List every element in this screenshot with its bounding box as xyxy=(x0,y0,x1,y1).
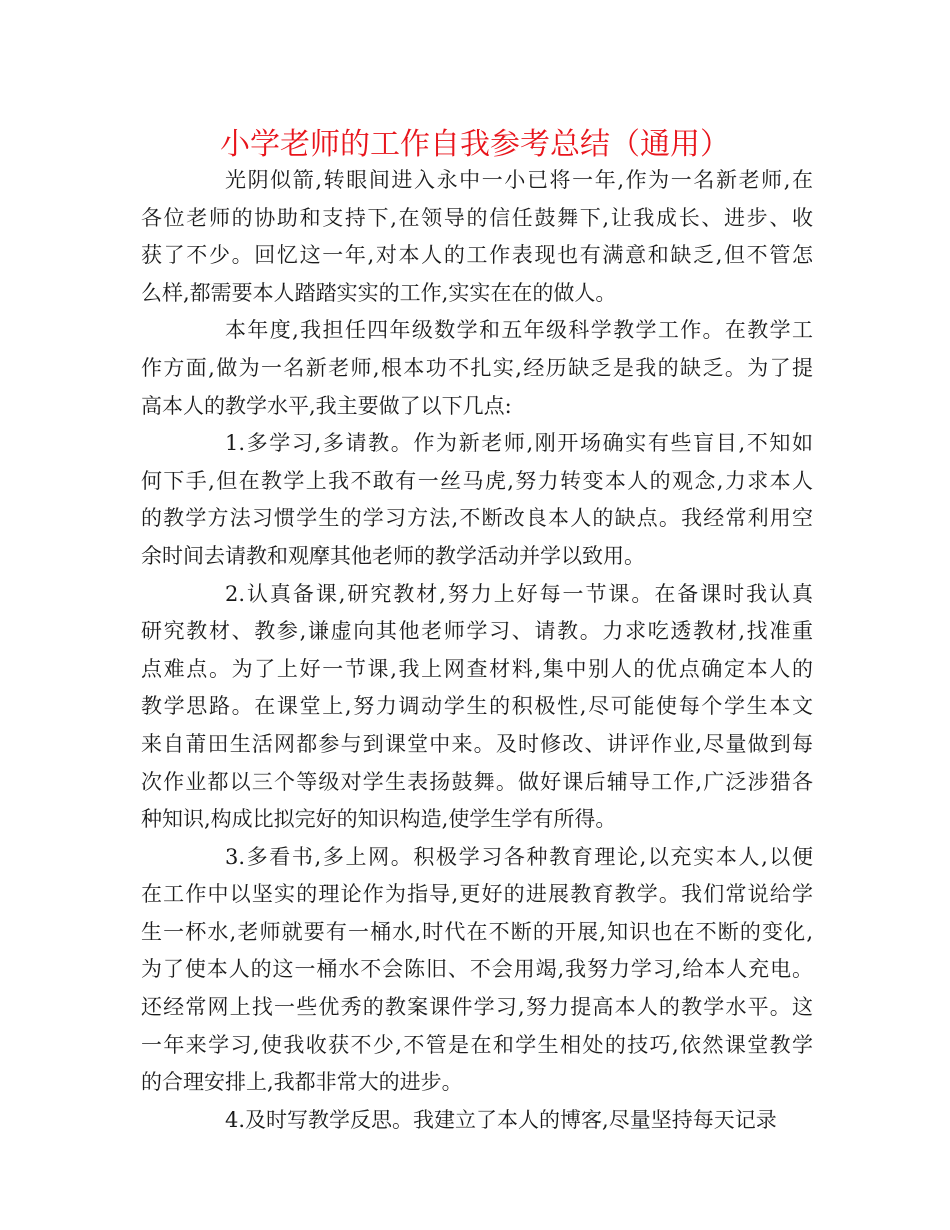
body-line: 种知识,构成比拟完好的知识构造,使学生学有所得。 xyxy=(141,807,617,832)
body-line: 4.及时写教学反思。我建立了本人的博客,尽量坚持每天记录 xyxy=(225,1107,777,1132)
document-body xyxy=(141,162,813,1139)
body-line: 3.多看书,多上网。积极学习各种教育理论,以充实本人,以便 xyxy=(225,844,813,869)
body-line: 何下手,但在教学上我不敢有一丝马虎,努力转变本人的观念,力求本人 xyxy=(141,468,813,493)
body-line: 2.认真备课,研究教材,努力上好每一节课。在备课时我认真 xyxy=(225,581,813,606)
body-line: 还经常网上找一些优秀的教案课件学习,努力提高本人的教学水平。这 xyxy=(141,995,813,1020)
body-line: 么样,都需要本人踏踏实实的工作,实实在在的做人。 xyxy=(141,280,617,305)
body-line: 生一杯水,老师就要有一桶水,时代在不断的开展,知识也在不断的变化, xyxy=(141,919,813,944)
body-line: 作方面,做为一名新老师,根本功不扎实,经历缺乏是我的缺乏。为了提 xyxy=(141,355,813,380)
body-line: 来自莆田生活网都参与到课堂中来。及时修改、讲评作业,尽量做到每 xyxy=(141,731,813,756)
body-line: 为了使本人的这一桶水不会陈旧、不会用竭,我努力学习,给本人充电。 xyxy=(141,957,813,982)
body-line: 研究教材、教参,谦虚向其他老师学习、请教。力求吃透教材,找准重 xyxy=(141,619,813,644)
body-line: 获了不少。回忆这一年,对本人的工作表现也有满意和缺乏,但不管怎 xyxy=(141,243,813,268)
body-line: 次作业都以三个等级对学生表扬鼓舞。做好课后辅导工作,广泛涉猎各 xyxy=(141,769,813,794)
body-line: 各位老师的协助和支持下,在领导的信任鼓舞下,让我成长、进步、收 xyxy=(141,205,813,230)
body-line: 的合理安排上,我都非常大的进步。 xyxy=(141,1070,463,1095)
body-line: 教学思路。在课堂上,努力调动学生的积极性,尽可能使每个学生本文 xyxy=(141,694,813,719)
document-title: 小学老师的工作自我参考总结（通用） xyxy=(220,127,730,162)
body-line: 一年来学习,使我收获不少,不管是在和学生相处的技巧,依然课堂教学 xyxy=(141,1032,813,1057)
body-line: 光阴似箭,转眼间进入永中一小已将一年,作为一名新老师,在 xyxy=(225,168,813,192)
body-line: 1.多学习,多请教。作为新老师,刚开场确实有些盲目,不知如 xyxy=(225,431,813,456)
body-line: 点难点。为了上好一节课,我上网查材料,集中别人的优点确定本人的 xyxy=(141,656,813,681)
body-line: 的教学方法习惯学生的学习方法,不断改良本人的缺点。我经常利用空 xyxy=(141,506,813,531)
body-line: 本年度,我担任四年级数学和五年级科学教学工作。在教学工 xyxy=(225,318,813,343)
body-line: 在工作中以坚实的理论作为指导,更好的进展教育教学。我们常说给学 xyxy=(141,882,813,907)
body-line: 余时间去请教和观摩其他老师的教学活动并学以致用。 xyxy=(141,543,645,568)
body-line: 高本人的教学水平,我主要做了以下几点: xyxy=(141,393,512,418)
